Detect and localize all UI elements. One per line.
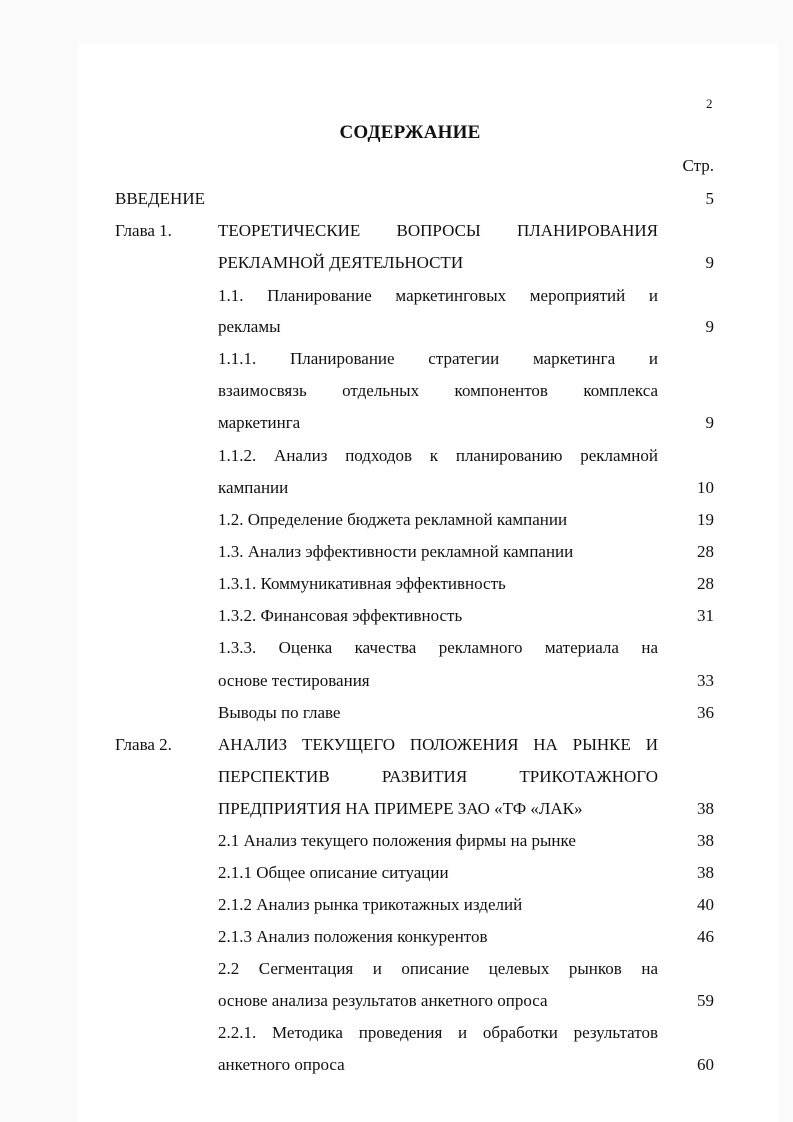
toc-2-1-2: 2.1.2 Анализ рынка трикотажных изделий [218, 895, 523, 914]
toc-2-2-line-2: основе анализа результатов анкетного опроса [218, 991, 548, 1010]
toc-1-1-1-line-3: маркетинга [218, 413, 301, 432]
toc-chapter-1-conclusions-page: 36 [697, 703, 714, 722]
toc-2-1-3: 2.1.3 Анализ положения конкурентов [218, 927, 488, 946]
toc-1-1-1-line-1: 1.1.1. Планирование стратегии маркетинга и [218, 349, 658, 368]
toc-1-3-3-line-2: основе тестирования [218, 671, 370, 690]
toc-1-2-page: 19 [697, 510, 714, 529]
chapter-2-title-line-3: ПРЕДПРИЯТИЯ НА ПРИМЕРЕ ЗАО «ТФ «ЛАК» [218, 799, 583, 818]
toc-intro-page: 5 [705, 189, 714, 208]
toc-1-3-1: 1.3.1. Коммуникативная эффективность [218, 574, 506, 593]
toc-1-3-3-page: 33 [697, 671, 714, 690]
toc-2-2-1-line-1: 2.2.1. Методика проведения и обработки результатов [218, 1023, 658, 1042]
toc-1-3-page: 28 [697, 542, 714, 561]
toc-1-3-2: 1.3.2. Финансовая эффективность [218, 606, 463, 625]
chapter-2-page: 38 [697, 799, 714, 818]
toc-2-2-1-line-2: анкетного опроса [218, 1055, 345, 1074]
page-column-label: Стр. [682, 156, 714, 175]
chapter-1-title-line-2: РЕКЛАМНОЙ ДЕЯТЕЛЬНОСТИ [218, 253, 464, 272]
toc-2-1-1: 2.1.1 Общее описание ситуации [218, 863, 449, 882]
chapter-2-title-line-1: АНАЛИЗ ТЕКУЩЕГО ПОЛОЖЕНИЯ НА РЫНКЕ И [218, 735, 658, 754]
toc-1-1-line-1: 1.1. Планирование маркетинговых мероприятий и [218, 286, 658, 305]
toc-1-1-2-line-1: 1.1.2. Анализ подходов к планированию рекламной [218, 446, 658, 465]
toc-1-3-1-page: 28 [697, 574, 714, 593]
toc-2-2-1-page: 60 [697, 1055, 714, 1074]
toc-1-1-page: 9 [705, 317, 714, 336]
toc-1-2: 1.2. Определение бюджета рекламной кампании [218, 510, 568, 529]
toc-1-1-1-line-2: взаимосвязь отдельных компонентов комплекса [218, 381, 658, 400]
toc-1-1-line-2: рекламы [218, 317, 281, 336]
chapter-1-page: 9 [705, 253, 714, 272]
toc-1-3-2-page: 31 [697, 606, 714, 625]
toc-1-1-2-line-2: кампании [218, 478, 289, 497]
toc-2-2-page: 59 [697, 991, 714, 1010]
toc-1-3-3-line-1: 1.3.3. Оценка качества рекламного материала на [218, 638, 658, 657]
toc-chapter-1-conclusions: Выводы по главе [218, 703, 341, 722]
page-number: 2 [706, 96, 713, 111]
toc-2-1-page: 38 [697, 831, 714, 850]
toc-2-2-line-1: 2.2 Сегментация и описание целевых рынков на [218, 959, 658, 978]
toc-2-1-2-page: 40 [697, 895, 714, 914]
toc-1-1-2-page: 10 [697, 478, 714, 497]
chapter-2-title-line-2: ПЕРСПЕКТИВ РАЗВИТИЯ ТРИКОТАЖНОГО [218, 767, 658, 786]
toc-2-1-3-page: 46 [697, 927, 714, 946]
toc-2-1-1-page: 38 [697, 863, 714, 882]
chapter-1-label: Глава 1. [115, 221, 172, 240]
chapter-2-label: Глава 2. [115, 735, 172, 754]
toc-1-3: 1.3. Анализ эффективности рекламной кампании [218, 542, 574, 561]
page-title: СОДЕРЖАНИЕ [339, 122, 481, 143]
toc-2-1: 2.1 Анализ текущего положения фирмы на рынке [218, 831, 576, 850]
toc-intro-label: ВВЕДЕНИЕ [115, 189, 205, 208]
chapter-1-title-line-1: ТЕОРЕТИЧЕСКИЕ ВОПРОСЫ ПЛАНИРОВАНИЯ [218, 221, 658, 240]
toc-1-1-1-page: 9 [705, 413, 714, 432]
